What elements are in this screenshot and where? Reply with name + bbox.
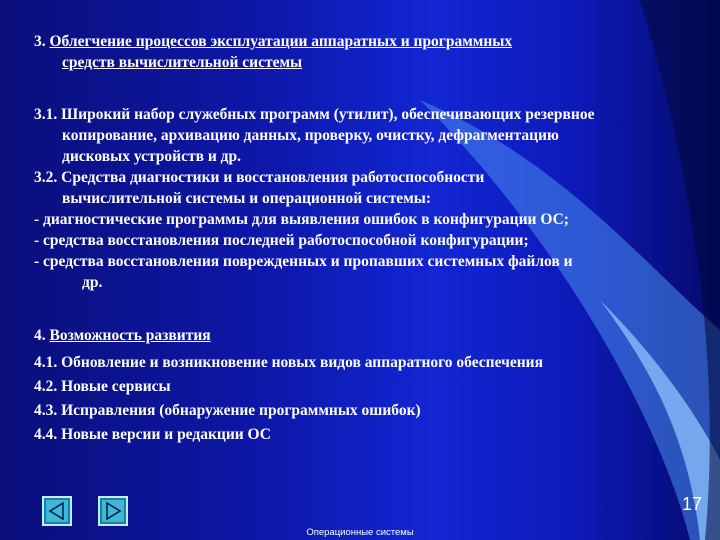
triangle-left-icon: [47, 501, 67, 521]
next-slide-button[interactable]: [98, 496, 128, 526]
previous-slide-button[interactable]: [42, 496, 72, 526]
bullet-restore-files-line2: др.: [82, 274, 103, 291]
bullet-restore-files-line1: - средства восстановления поврежденных и пропавших системных файлов и: [34, 253, 573, 270]
section4-heading: [34, 325, 211, 346]
bullet-diagnostics: - диагностические программы для выявления ошибок в конфигурации ОС;: [34, 211, 569, 228]
item-3-2-line1: 3.2. Средства диагностики и восстановления работоспособности: [34, 169, 485, 186]
section3-heading: [34, 31, 512, 73]
section4-list: [34, 351, 543, 447]
page-number: 17: [681, 494, 702, 514]
section4-number: 4.: [34, 327, 46, 344]
item-3-1-line3: дисковых устройств и др.: [62, 148, 241, 165]
footer-title: Операционные системы: [306, 527, 414, 538]
bullet-restore-config: - средства восстановления последней работоспособной конфигурации;: [34, 232, 529, 249]
list-item-4-1: 4.1. Обновление и возникновение новых видов аппаратного обеспечения: [34, 354, 543, 371]
list-item-4-3: 4.3. Исправления (обнаружение программных ошибок): [34, 402, 421, 419]
list-item-4-2: 4.2. Новые сервисы: [34, 378, 171, 395]
section3-number: 3.: [34, 33, 46, 50]
section3-title-line2: средств вычислительной системы: [62, 54, 303, 71]
item-3-2-line2: вычислительной системы и операционной системы:: [62, 190, 432, 207]
list-item-4-4: 4.4. Новые версии и редакции ОС: [34, 426, 271, 443]
section4-title: Возможность развития: [49, 327, 211, 344]
item-3-1-line1: 3.1. Широкий набор служебных программ (утилит), обеспечивающих резервное: [34, 106, 595, 123]
triangle-right-icon: [103, 501, 123, 521]
item-3-1-line2: копирование, архивацию данных, проверку, очистку, дефрагментацию: [62, 127, 559, 144]
section3-title-line1: Облегчение процессов эксплуатации аппаратных и программных: [49, 33, 513, 50]
section3-body: [34, 104, 594, 293]
